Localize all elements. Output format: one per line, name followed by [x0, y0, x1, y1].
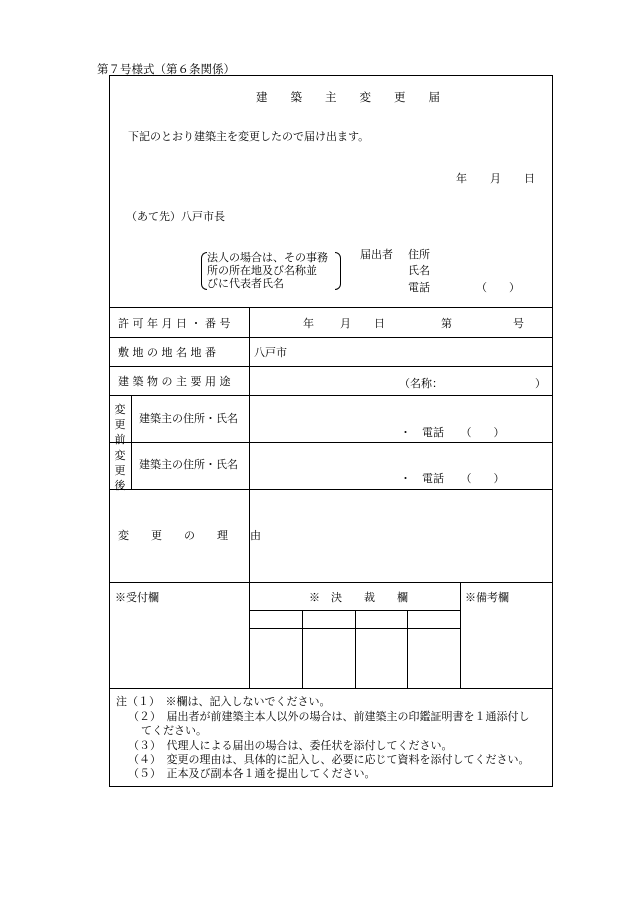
note-5: （５） 正本及び副本各１通を提出してください。: [128, 767, 376, 780]
note-2-cont: てください。: [141, 724, 207, 737]
rule-after-permit: [109, 337, 553, 338]
receipt-label: ※受付欄: [115, 591, 159, 604]
rule-decision-col-2: [355, 610, 356, 688]
applicant-phone-paren: （ ）: [476, 281, 520, 294]
rule-decision-col-3: [407, 610, 408, 688]
applicant-name-label: 氏名: [408, 264, 430, 277]
permit-number-suffix: 号: [513, 317, 524, 330]
site-label: 敷 地 の 地 名 地 番: [118, 346, 216, 359]
after-side-label: 変更後: [114, 449, 126, 492]
permit-year: 年: [303, 317, 314, 330]
reason-label: 変 更 の 理 由: [118, 529, 261, 542]
after-phone: ・ 電話 （ ）: [400, 472, 505, 485]
note-2: （２） 届出者が前建築主本人以外の場合は、前建築主の印鑑証明書を１通添付し: [128, 710, 530, 723]
intro-text: 下記のとおり建築主を変更したので届け出ます。: [128, 130, 370, 143]
rule-after-after: [109, 489, 553, 490]
rule-after-site: [109, 366, 553, 367]
rule-decision-right: [460, 582, 461, 688]
rule-after-before: [109, 442, 553, 443]
rule-side-label-column: [131, 395, 132, 489]
corp-note-line-3: びに代表者氏名: [207, 277, 284, 290]
after-label: 建築主の住所・氏名: [139, 458, 238, 471]
rule-decision-col-1: [302, 610, 303, 688]
applicant-address-label: 住所: [408, 248, 430, 261]
rule-after-use: [109, 395, 553, 396]
rule-after-reason: [109, 582, 553, 583]
applicant-label: 届出者: [360, 248, 393, 261]
applicant-phone-label: 電話: [408, 281, 430, 294]
rule-before-notes: [109, 688, 553, 689]
date-day: 日: [524, 172, 535, 185]
corp-note-line-2: 所の所在地及び名称並: [207, 264, 317, 277]
decision-label: ※ 決 裁 欄: [309, 591, 408, 604]
permit-month: 月: [340, 317, 351, 330]
permit-day: 日: [374, 317, 385, 330]
use-name-open: （名称：: [399, 377, 443, 390]
before-phone: ・ 電話 （ ）: [400, 426, 505, 439]
remarks-label: ※備考欄: [465, 591, 509, 604]
before-side-label: 変更前: [114, 403, 126, 446]
form-label: 第７号様式（第６条関係）: [97, 62, 235, 76]
site-value: 八戸市: [254, 346, 287, 359]
use-label: 建 築 物 の 主 要 用 途: [118, 375, 231, 388]
date-month: 月: [490, 172, 501, 185]
note-3: （３） 代理人による届出の場合は、委任状を添付してください。: [128, 739, 453, 752]
use-name-close: ）: [535, 377, 546, 390]
corp-note-line-1: 法人の場合は、その事務: [207, 251, 328, 264]
form-title: 建 築 主 変 更 届: [256, 90, 440, 104]
rule-table-top: [109, 307, 553, 308]
permit-label: 許 可 年 月 日 ・ 番 号: [118, 317, 231, 330]
corp-note-close-paren: [335, 252, 341, 290]
note-4: （４） 変更の理由は、具体的に記入し、必要に応じて資料を添付してください。: [128, 753, 530, 766]
permit-number-prefix: 第: [441, 317, 452, 330]
date-year: 年: [456, 172, 467, 185]
rule-label-column: [249, 307, 250, 688]
note-1: 注（１） ※欄は、記入しないでください。: [116, 695, 331, 708]
before-label: 建築主の住所・氏名: [139, 412, 238, 425]
addressee: （あて先）八戸市長: [126, 210, 225, 223]
